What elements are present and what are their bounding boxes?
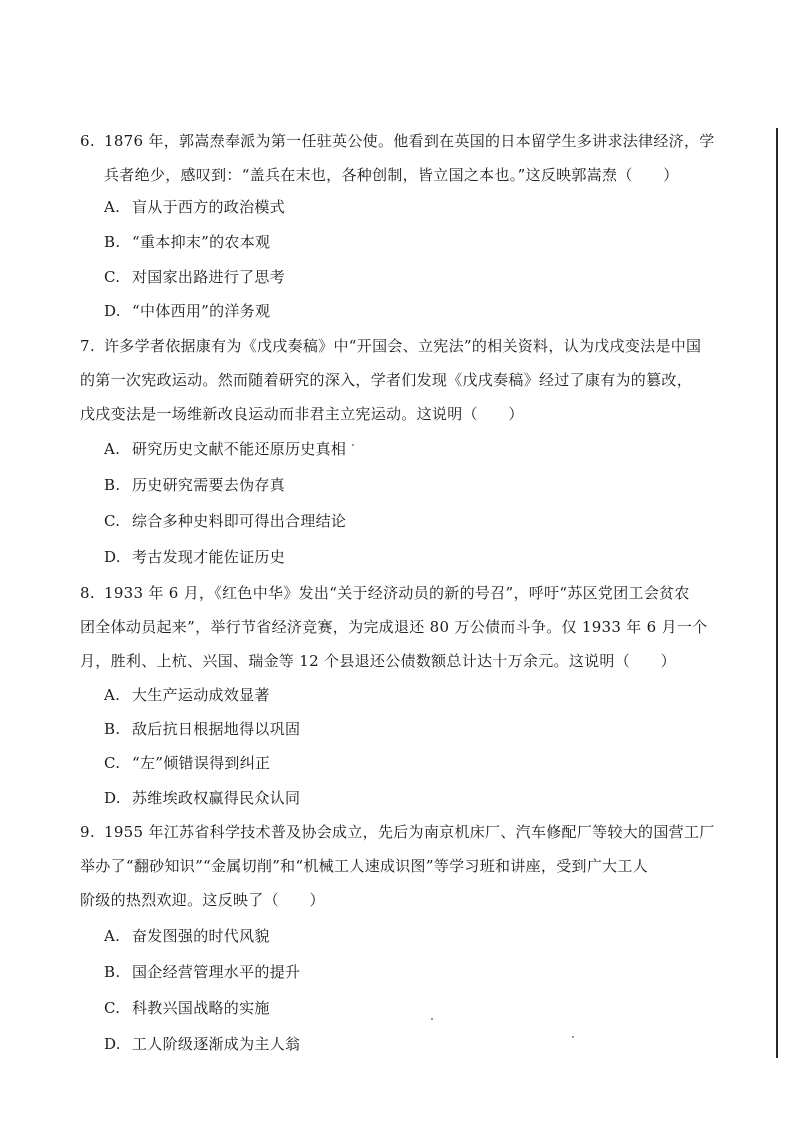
question-8-option-a [104, 685, 270, 705]
option-letter: C. [104, 754, 121, 772]
option-letter: D. [104, 789, 121, 807]
question-9-option-a [104, 926, 270, 946]
question-6-option-a [104, 197, 285, 217]
option-letter: B. [104, 720, 121, 738]
question-8-option-c [104, 753, 270, 773]
question-8-option-d [104, 788, 300, 808]
question-line: 月，胜利、上杭、兴国、瑞金等 12 个县退还公债数额总计达十万余元。这说明（ ） [80, 652, 676, 670]
question-line: 阶级的热烈欢迎。这反映了（ ） [80, 891, 325, 909]
question-8-stem [80, 576, 740, 678]
question-line: 戊戌变法是一场维新改良运动而非君主立宪运动。这说明（ ） [80, 405, 524, 423]
option-letter: B. [104, 233, 121, 251]
option-text: “中体西用”的洋务观 [132, 302, 271, 320]
question-number: 8. [80, 584, 95, 602]
question-number: 9. [80, 823, 95, 841]
option-text: 盲从于西方的政治模式 [132, 198, 286, 216]
question-6-option-c [104, 267, 285, 287]
question-7-option-a [104, 439, 346, 459]
question-9-option-c [104, 998, 270, 1018]
scan-speck [352, 444, 354, 446]
option-text: 敌后抗日根据地得以巩固 [132, 720, 301, 738]
question-9-option-b [104, 962, 300, 982]
option-letter: C. [104, 268, 121, 286]
option-text: 苏维埃政权赢得民众认同 [132, 789, 301, 807]
option-text: “重本抑末”的农本观 [132, 233, 271, 251]
option-letter: B. [104, 963, 121, 981]
option-letter: A. [104, 198, 121, 216]
question-7-option-b [104, 475, 285, 495]
question-6-option-d [104, 301, 270, 321]
option-text: 科教兴国战略的实施 [132, 999, 270, 1017]
option-letter: D. [104, 302, 121, 320]
question-line: 兵者绝少，感叹到：“盖兵在末也，各种创制，皆立国之本也。”这反映郭嵩焘（ ） [104, 166, 679, 184]
question-7-option-d [104, 547, 285, 567]
question-6-stem [80, 124, 740, 192]
option-letter: D. [104, 548, 121, 566]
question-line: 举办了“翻砂知识”“金属切削”和“机械工人速成识图”等学习班和讲座，受到广大工人 [80, 857, 649, 875]
question-8-option-b [104, 719, 300, 739]
question-7-stem [80, 329, 740, 431]
option-letter: D. [104, 1035, 121, 1053]
question-number: 6. [80, 132, 95, 150]
option-text: 综合多种史料即可得出合理结论 [132, 512, 347, 530]
option-text: 研究历史文献不能还原历史真相 [132, 440, 347, 458]
option-text: 考古发现才能佐证历史 [132, 548, 286, 566]
question-line: 许多学者依据康有为《戊戌奏稿》中“开国会、立宪法”的相关资料，认为戊戌变法是中国 [104, 337, 702, 355]
question-9-option-d [104, 1034, 300, 1054]
option-letter: A. [104, 927, 121, 945]
option-text: 历史研究需要去伪存真 [132, 476, 286, 494]
option-letter: A. [104, 686, 121, 704]
option-letter: B. [104, 476, 121, 494]
option-text: “左”倾错误得到纠正 [132, 754, 271, 772]
question-line: 团全体动员起来”，举行节省经济竞赛，为完成退还 80 万公债而斗争。仅 1933 年 6 月一个 [80, 618, 708, 636]
option-text: 奋发图强的时代风貌 [132, 927, 270, 945]
question-line: 1933 年 6 月，《红色中华》发出“关于经济动员的新的号召”，呼吁“苏区党团工会贫农 [104, 584, 690, 602]
question-9-stem [80, 815, 740, 917]
option-letter: C. [104, 512, 121, 530]
option-letter: C. [104, 999, 121, 1017]
option-letter: A. [104, 440, 121, 458]
scan-speck [431, 1018, 433, 1020]
question-line: 1876 年，郭嵩焘奉派为第一任驻英公使。他看到在英国的日本留学生多讲求法律经济，学 [104, 132, 715, 150]
scan-border-line [776, 128, 778, 1058]
option-text: 工人阶级逐渐成为主人翁 [132, 1035, 301, 1053]
question-line: 的第一次宪政运动。然而随着研究的深入，学者们发现《戊戌奏稿》经过了康有为的篡改， [80, 371, 693, 389]
question-7-option-c [104, 511, 346, 531]
option-text: 大生产运动成效显著 [132, 686, 270, 704]
option-text: 对国家出路进行了思考 [132, 268, 286, 286]
option-text: 国企经营管理水平的提升 [132, 963, 301, 981]
question-line: 1955 年江苏省科学技术普及协会成立，先后为南京机床厂、汽车修配厂等较大的国营工厂 [104, 823, 715, 841]
question-6-option-b [104, 232, 270, 252]
question-number: 7. [80, 337, 95, 355]
scan-speck [572, 1036, 574, 1038]
